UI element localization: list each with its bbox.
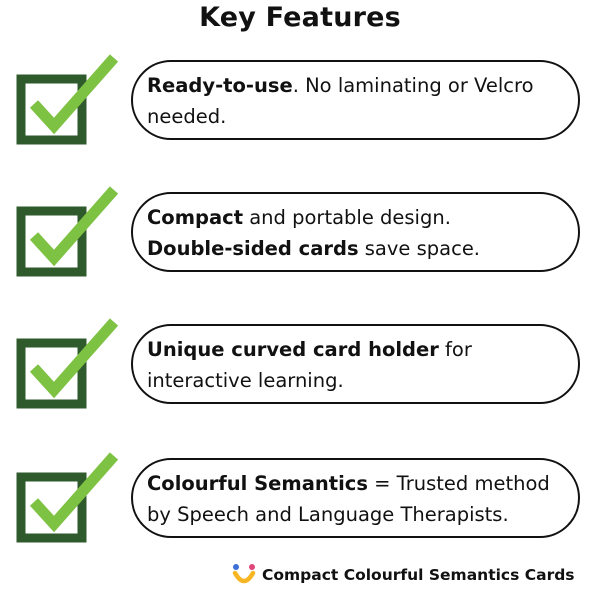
feature-compact (0, 184, 600, 280)
feature-text: for interactive learning. (147, 338, 472, 392)
feature-bold-text: Unique curved card holder (147, 338, 439, 361)
check-box-icon (16, 184, 126, 280)
footer-text: Compact Colourful Semantics Cards (262, 566, 575, 584)
smile-logo-icon (232, 562, 256, 588)
feature-bold-text: Ready-to-use (147, 74, 293, 97)
feature-ready-to-use (0, 52, 600, 148)
feature-bold-text: Compact (147, 206, 244, 229)
check-box-icon (16, 316, 126, 412)
feature-text-2: save space. (358, 237, 481, 260)
check-box-icon (16, 52, 126, 148)
feature-text-box (131, 60, 580, 140)
feature-text: = Trusted method by Speech and Language Therapists. (147, 472, 550, 526)
feature-text: and portable design. (243, 206, 451, 229)
feature-text: . No laminating or Velcro needed. (147, 74, 534, 128)
feature-text-box (131, 458, 580, 538)
footer-brand (232, 561, 575, 589)
feature-bold-text-2: Double-sided cards (147, 237, 359, 260)
feature-colourful-semantics (0, 450, 600, 546)
page-title: Key Features (199, 2, 401, 33)
feature-bold-text: Colourful Semantics (147, 472, 368, 495)
feature-curved-card-holder (0, 316, 600, 412)
check-box-icon (16, 450, 126, 546)
feature-text-box (131, 324, 580, 404)
feature-text-box (131, 192, 580, 272)
